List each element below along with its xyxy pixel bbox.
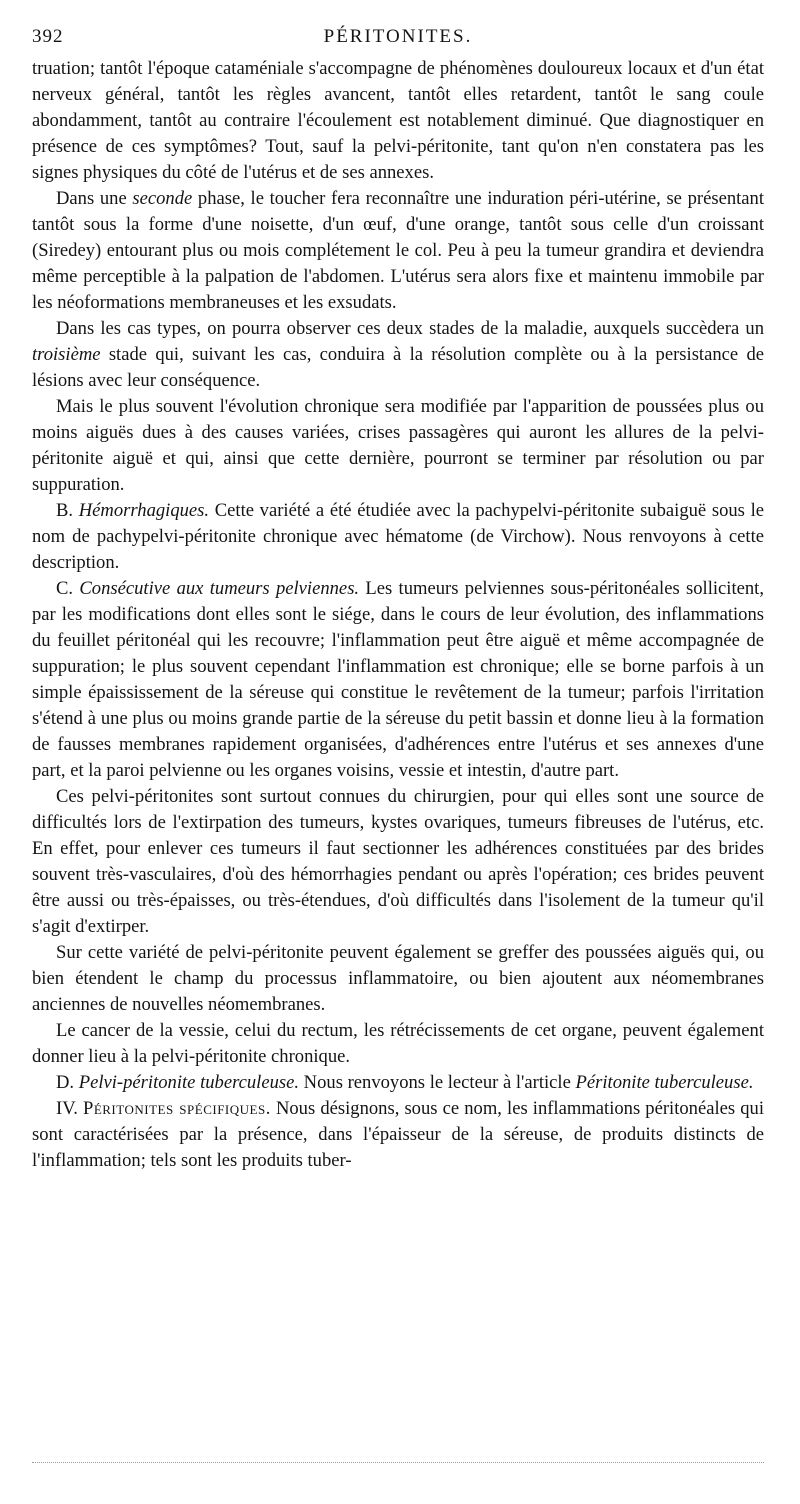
body-text — [32, 56, 764, 1174]
paragraph — [32, 940, 764, 1018]
paragraph — [32, 498, 764, 576]
paragraph — [32, 1096, 764, 1174]
italic-text: Hémorrhagiques. — [78, 500, 210, 521]
text-span: truation; tantôt l'époque cataméniale s'accompagne de phénomènes douloureux locaux et d'un état nerveux général, tantôt les règles avancent, tantôt elles retardent, tantôt le sang coule abondamment, tantôt au contraire l'écoulement est notablement diminué. Que diagnostiquer en présence de ces symptômes? Tout, sauf la pelvi-péritonite, tant qu'on n'en constatera pas les signes physiques du côté de l'utérus et de ses annexes. — [32, 58, 764, 183]
text-span: Ces pelvi-péritonites sont surtout connues du chirurgien, pour qui elles sont une source de difficultés lors de l'extirpation des tumeurs, kystes ovariques, tumeurs fibreuses de l'utérus, etc. En effet, pour enlever ces tumeurs il faut sectionner les adhérences constituées par des brides souvent très-vasculaires, d'où des hémorrhagies pendant ou après l'opération; ces brides peuvent être aussi ou très-épaisses, ou très-étendues, d'où difficultés dans l'isolement de la tumeur qu'il s'agit d'extirper. — [32, 786, 764, 937]
text-span: Dans les cas types, on pourra observer ces deux stades de la maladie, auxquels succèdera un — [56, 318, 764, 339]
text-span: IV. — [56, 1098, 83, 1119]
text-span: B. — [56, 500, 79, 521]
paragraph — [32, 316, 764, 394]
text-span: stade qui, suivant les cas, conduira à la résolution complète ou à la persistance de lésions avec leur conséquence. — [32, 344, 764, 391]
text-span: Nous désignons, sous ce nom, les inflammations péritonéales qui sont caractérisées par la présence, dans l'épaisseur de la séreuse, de produits distincts de l'inflammation; tels sont les produits tuber- — [32, 1098, 764, 1171]
text-span: Nous renvoyons le lecteur à l'article — [299, 1072, 576, 1093]
italic-text: seconde — [132, 188, 193, 209]
text-span: D. — [56, 1072, 79, 1093]
italic-text: Péritonite tuberculeuse. — [575, 1072, 754, 1093]
text-span: Sur cette variété de pelvi-péritonite peuvent également se greffer des poussées aiguës qui, ou bien étendent le champ du processus inflammatoire, ou bien ajoutent aux néomembranes anciennes de nouvelles néomembranes. — [32, 942, 764, 1015]
text-span: C. — [56, 578, 80, 599]
section-heading: Péritonites spécifiques. — [82, 1098, 271, 1119]
book-page — [32, 26, 764, 1174]
paragraph — [32, 186, 764, 316]
paragraph — [32, 56, 764, 186]
paragraph — [32, 394, 764, 498]
running-title: PÉRITONITES. — [323, 26, 473, 47]
text-span: Cette variété a été étudiée avec la pachypelvi-péritonite subaiguë sous le nom de pachypelvi-péritonite chronique avec hématome (de Virchow). Nous renvoyons à cette description. — [32, 500, 764, 573]
paragraph — [32, 576, 764, 784]
paragraph — [32, 1070, 764, 1096]
italic-text: Pelvi-péritonite tuberculeuse. — [78, 1072, 300, 1093]
italic-text: Consécutive aux tumeurs pelviennes. — [79, 578, 360, 599]
text-span: Les tumeurs pelviennes sous-péritonéales sollicitent, par les modifications dont elles sont le siége, dans le cours de leur évolution, des inflammations du feuillet péritonéal qui les recouvre; l'inflammation peut être aiguë et même accompagnée de suppuration; le plus souvent cependant l'inflammation est chronique; elle se borne parfois à un simple épaississement de la séreuse qui constitue le revêtement de la tumeur; parfois l'irritation s'étend à une plus ou moins grande partie de la séreuse du petit bassin et donne lieu à la formation de fausses membranes rapidement organisées, d'adhérences entre l'utérus et ses annexes d'une part, et la paroi pelvienne ou les organes voisins, vessie et intestin, d'autre part. — [32, 578, 764, 781]
page-header — [32, 26, 764, 56]
italic-text: troisième — [32, 344, 101, 365]
text-span: Mais le plus souvent l'évolution chronique sera modifiée par l'apparition de poussées plus ou moins aiguës dues à des causes variées, crises passagères qui auront les allures de la pelvi-péritonite aiguë et qui, ainsi que cette dernière, pourront se terminer par résolution ou par suppuration. — [32, 396, 764, 495]
footer-rule — [32, 1462, 764, 1463]
paragraph — [32, 784, 764, 940]
paragraph — [32, 1018, 764, 1070]
text-span: Le cancer de la vessie, celui du rectum, les rétrécissements de cet organe, peuvent également donner lieu à la pelvi-péritonite chronique. — [32, 1020, 764, 1067]
text-span: Dans une — [56, 188, 133, 209]
text-span: phase, le toucher fera reconnaître une induration péri-utérine, se présentant tantôt sous la forme d'une noisette, d'un œuf, d'une orange, tantôt sous celle d'un croissant (Siredey) entourant plus ou mois complétement le col. Peu à peu la tumeur grandira et deviendra même perceptible à la palpation de l'abdomen. L'utérus sera alors fixe et maintenu immobile par les néoformations membraneuses et les exsudats. — [32, 188, 764, 313]
page-number: 392 — [32, 26, 64, 47]
